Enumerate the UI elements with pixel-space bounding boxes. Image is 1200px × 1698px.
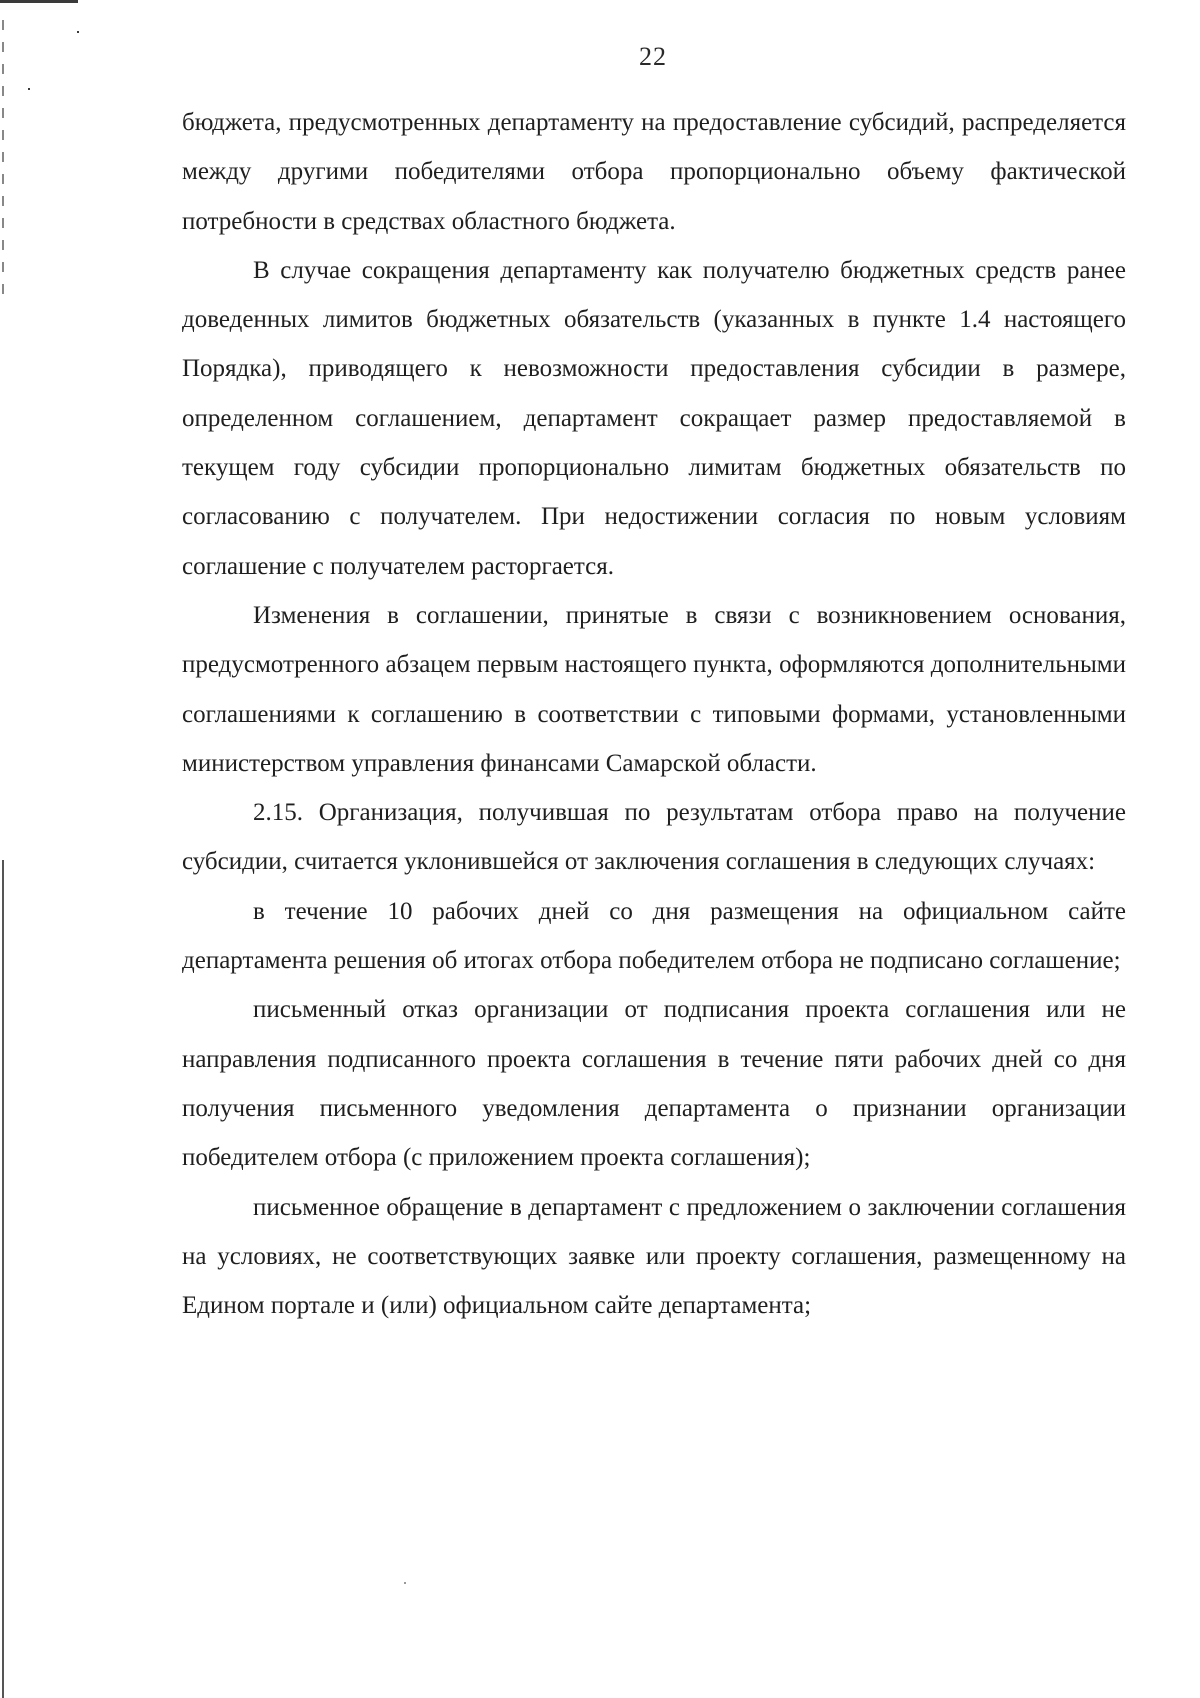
paragraph: бюджета, предусмотренных департаменту на предоставление субсидий, распределяется между другими победителями отбора пропорционально объему фактической потребности в средствах областного бюджета.	[182, 109, 1126, 235]
scan-artifact-top	[0, 0, 78, 3]
paragraph: Изменения в соглашении, принятые в связи с возникновением основания, предусмотренного абзацем первым настоящего пункта, оформляются дополнительными соглашениями к соглашению в соответствии с типовыми формами, установленными министерством управления финансами Самарской области.	[182, 601, 1126, 777]
paragraph: письменный отказ организации от подписания проекта соглашения или не направления подписанного проекта соглашения в течение пяти рабочих дней со дня получения письменного уведомления департамента о признании организации победителем отбора (с приложением проекта соглашения);	[182, 996, 1126, 1172]
paragraph: 2.15. Организация, получившая по результатам отбора право на получение субсидии, считается уклонившейся от заключения соглашения в следующих случаях:	[182, 799, 1126, 876]
scan-artifact-dot	[77, 31, 79, 33]
scan-artifact-dot	[28, 88, 30, 90]
paragraph: В случае сокращения департаменту как получателю бюджетных средств ранее доведенных лимитов бюджетных обязательств (указанных в пункте 1.4 настоящего Порядка), приводящего к невозможности предоставления субсидии в размере, определенном соглашением, департамент сокращает размер предоставляемой в текущем году субсидии пропорционально лимитам бюджетных обязательств по согласованию с получателем. При недостижении согласия по новым условиям соглашение с получателем расторгается.	[182, 256, 1126, 580]
document-body	[182, 98, 1126, 1330]
scan-artifact-dot	[404, 1582, 406, 1584]
paragraph: письменное обращение в департамент с предложением о заключении соглашения на условиях, не соответствующих заявке или проекту соглашения, размещенному на Едином портале и (или) официальном сайте департамента;	[182, 1193, 1126, 1320]
paragraph: в течение 10 рабочих дней со дня размещения на официальном сайте департамента решения об итогах отбора победителем отбора не подписано соглашение;	[182, 897, 1126, 975]
scan-artifact-left-line	[2, 860, 4, 1698]
page-number: 22	[639, 42, 667, 71]
